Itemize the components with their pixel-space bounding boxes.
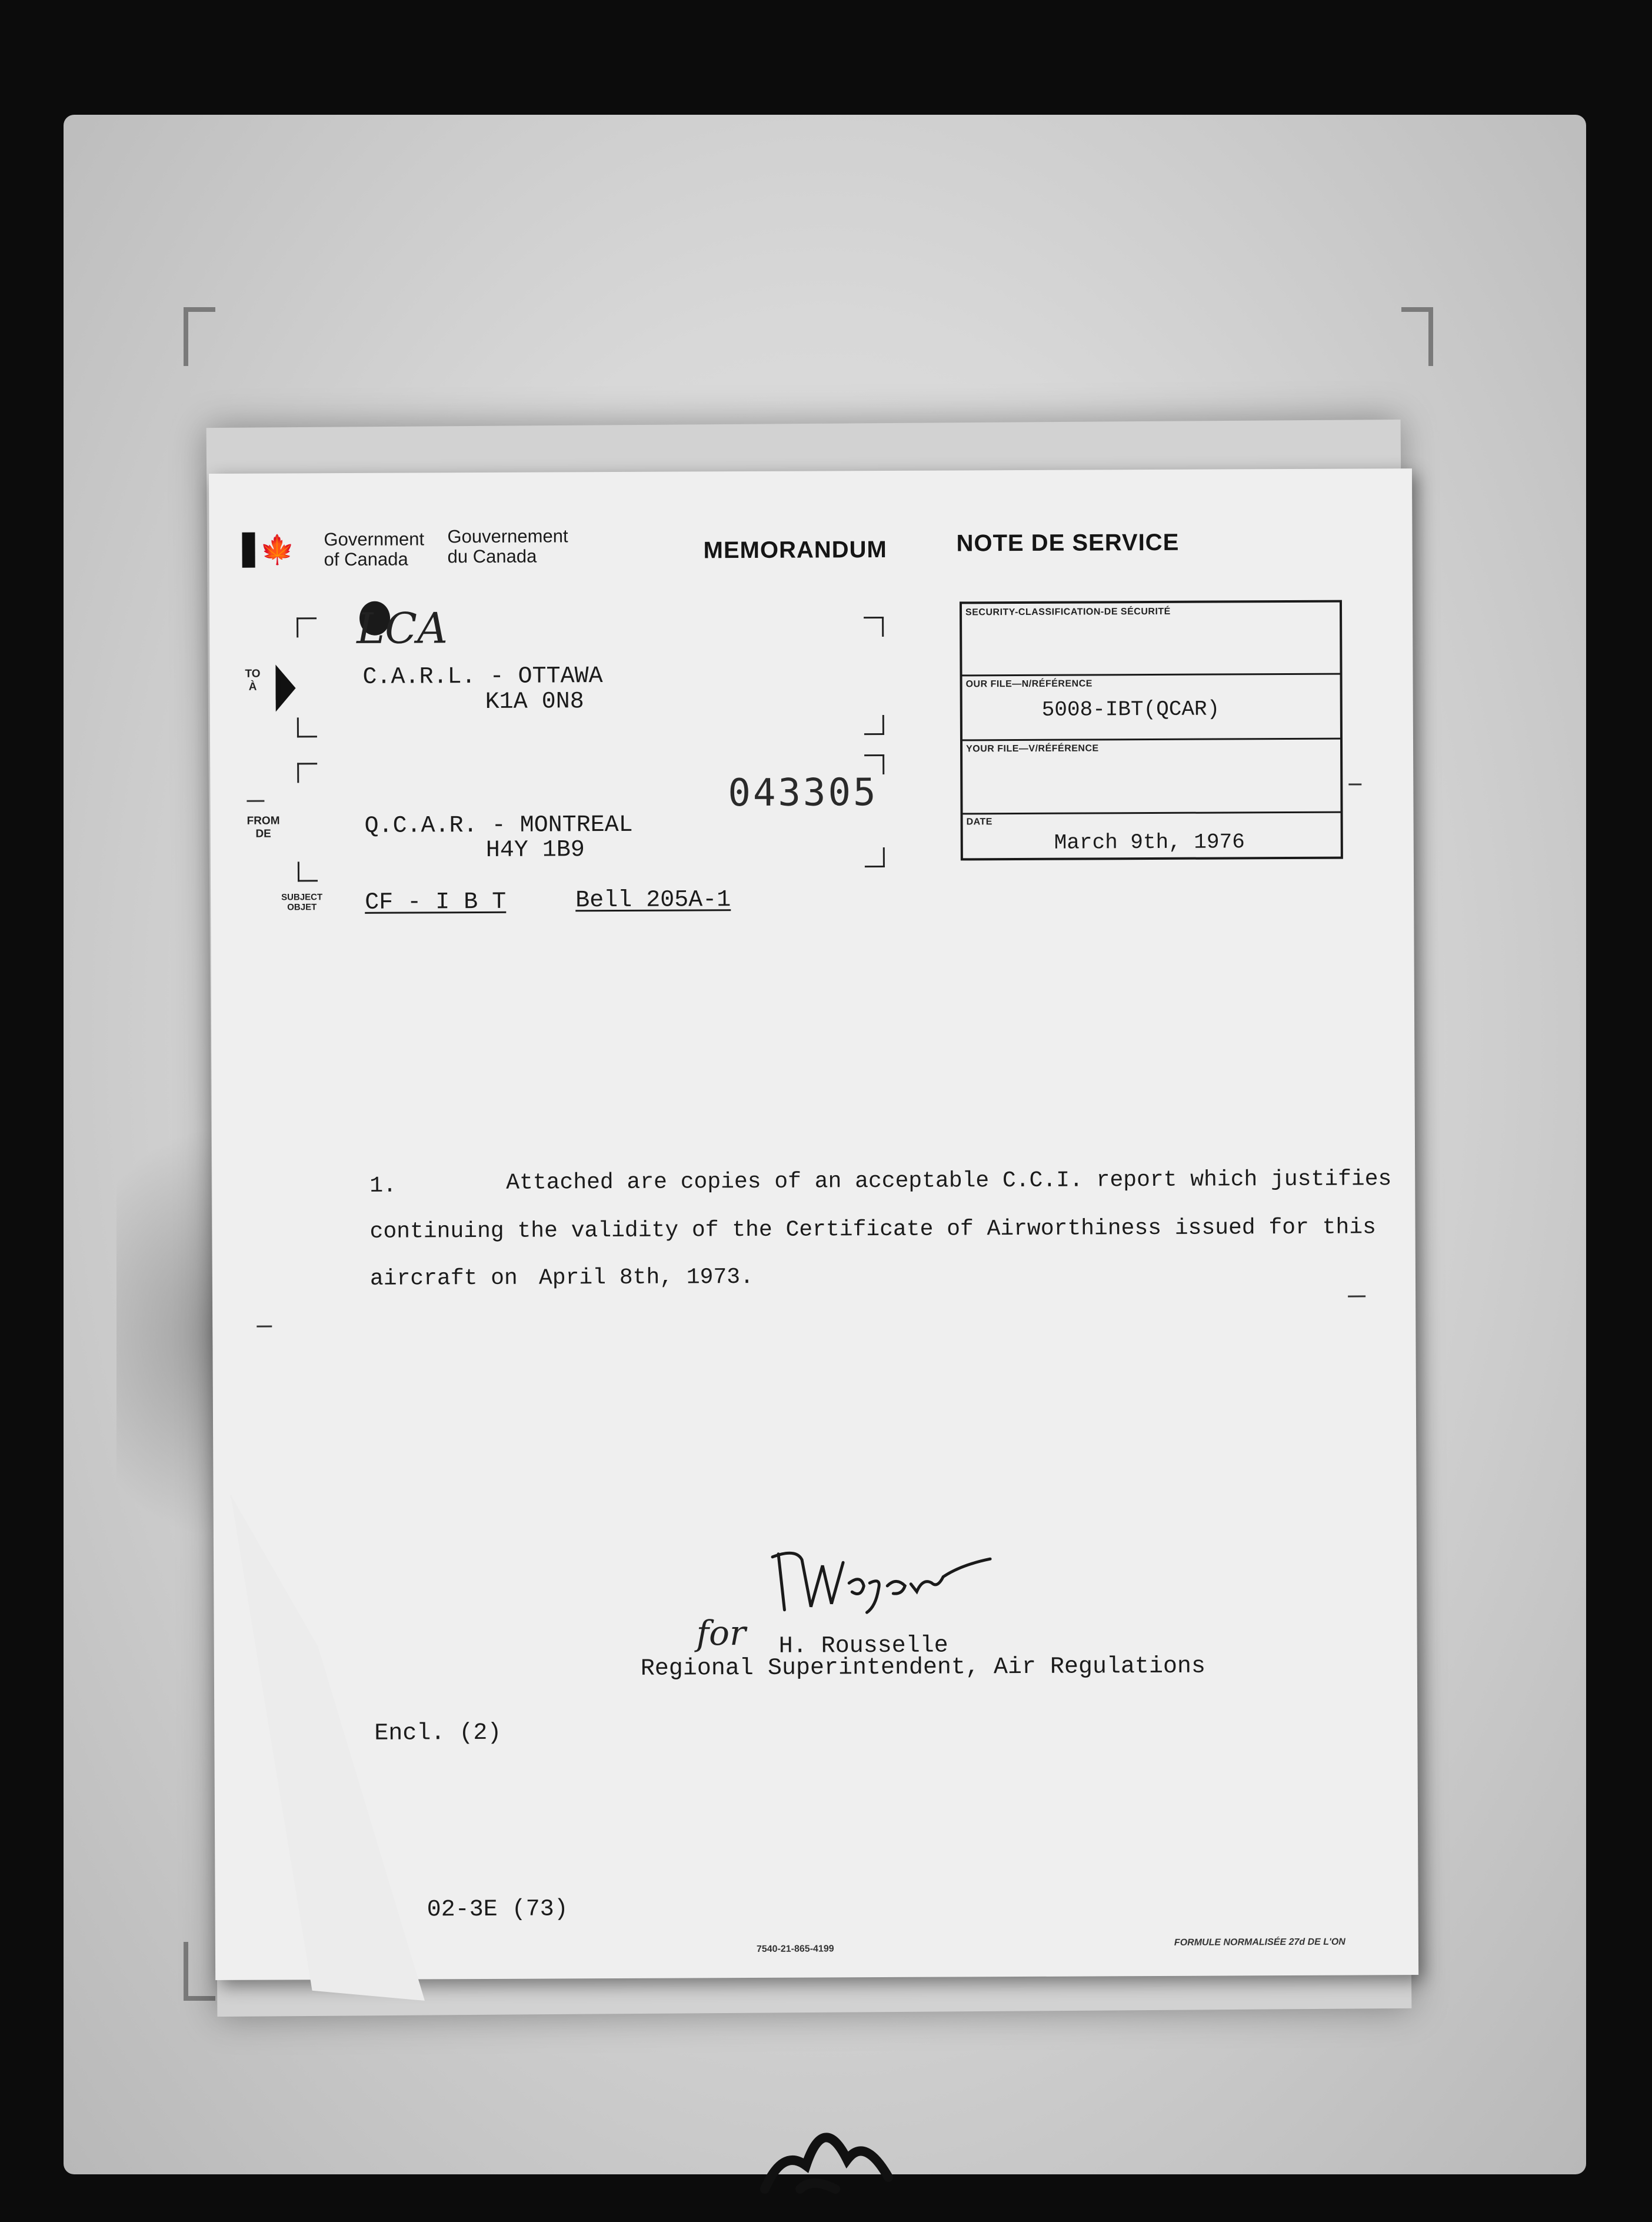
to-line-2: K1A 0N8 — [485, 688, 584, 716]
crop-mark-top-left — [184, 307, 215, 366]
footer-right: FORMULE NORMALISÉE 27d DE L'ON — [1174, 1937, 1345, 1948]
footer-code: 7540-21-865-4199 — [756, 1944, 834, 1954]
crop-mark-bottom-left — [184, 1942, 215, 2001]
arrow-stem — [276, 676, 281, 700]
margin-tick-2 — [1348, 1295, 1365, 1297]
from-dash — [247, 800, 264, 802]
reference-box — [960, 600, 1343, 861]
body-line-3-date: April 8th, 1973. — [538, 1264, 754, 1291]
from-bracket-bl — [298, 861, 318, 882]
handwritten-initial: LCA — [356, 603, 448, 653]
paragraph-number: 1. — [369, 1173, 397, 1199]
to-label: TO À — [245, 667, 261, 693]
body-line-1: Attached are copies of an acceptable C.C.I. report which justifies — [506, 1166, 1392, 1196]
government-fr: Gouvernement du Canada — [447, 525, 568, 567]
our-file-label: OUR FILE—N/RÉFÉRENCE — [965, 678, 1093, 690]
bottom-scribble — [730, 2077, 918, 2197]
canada-flag-icon: 🍁 — [242, 532, 298, 567]
date-value: March 9th, 1976 — [1054, 830, 1245, 855]
margin-tick-3 — [257, 1326, 272, 1328]
signer-title: Regional Superintendent, Air Regulations — [640, 1653, 1206, 1682]
memorandum-title: MEMORANDUM — [703, 536, 887, 564]
your-file-label: YOUR FILE—V/RÉFÉRENCE — [966, 743, 1099, 754]
crop-mark-top-right — [1401, 307, 1433, 366]
our-file-value: 5008-IBT(QCAR) — [1041, 697, 1220, 722]
subject-label: SUBJECT OBJET — [281, 892, 323, 913]
for-handwritten: for — [696, 1613, 746, 1654]
body-line-3-prefix: aircraft on — [369, 1265, 518, 1292]
stamp-number: 043305 — [728, 771, 878, 816]
government-en: Government of Canada — [324, 528, 425, 570]
to-bracket-br — [864, 715, 884, 735]
from-line-1: Q.C.A.R. - MONTREAL — [364, 811, 633, 840]
from-line-2: H4Y 1B9 — [485, 837, 585, 864]
note-de-service-title: NOTE DE SERVICE — [956, 529, 1180, 557]
signer-name: H. Rousselle — [778, 1632, 948, 1660]
from-label: FROM DE — [247, 814, 280, 840]
subject-registration: CF - I B T — [365, 889, 507, 916]
to-bracket-bl — [297, 717, 317, 737]
from-bracket-tl — [297, 763, 317, 783]
handwritten-signature — [761, 1541, 1008, 1625]
form-number: 02-3E (73) — [427, 1896, 568, 1924]
to-bracket-tl — [297, 617, 317, 637]
margin-tick-1 — [1348, 783, 1361, 785]
to-line-1: C.A.R.L. - OTTAWA — [362, 663, 603, 691]
memo-sheet — [209, 468, 1418, 1980]
security-label: SECURITY-CLASSIFICATION-DE SÉCURITÉ — [965, 606, 1171, 618]
from-bracket-br — [865, 847, 885, 867]
subject-aircraft: Bell 205A-1 — [575, 887, 731, 914]
to-bracket-tr — [864, 617, 884, 637]
enclosure: Encl. (2) — [374, 1719, 502, 1747]
date-label: DATE — [966, 817, 993, 827]
body-line-2: continuing the validity of the Certificate of Airworthiness issued for this — [369, 1215, 1376, 1245]
